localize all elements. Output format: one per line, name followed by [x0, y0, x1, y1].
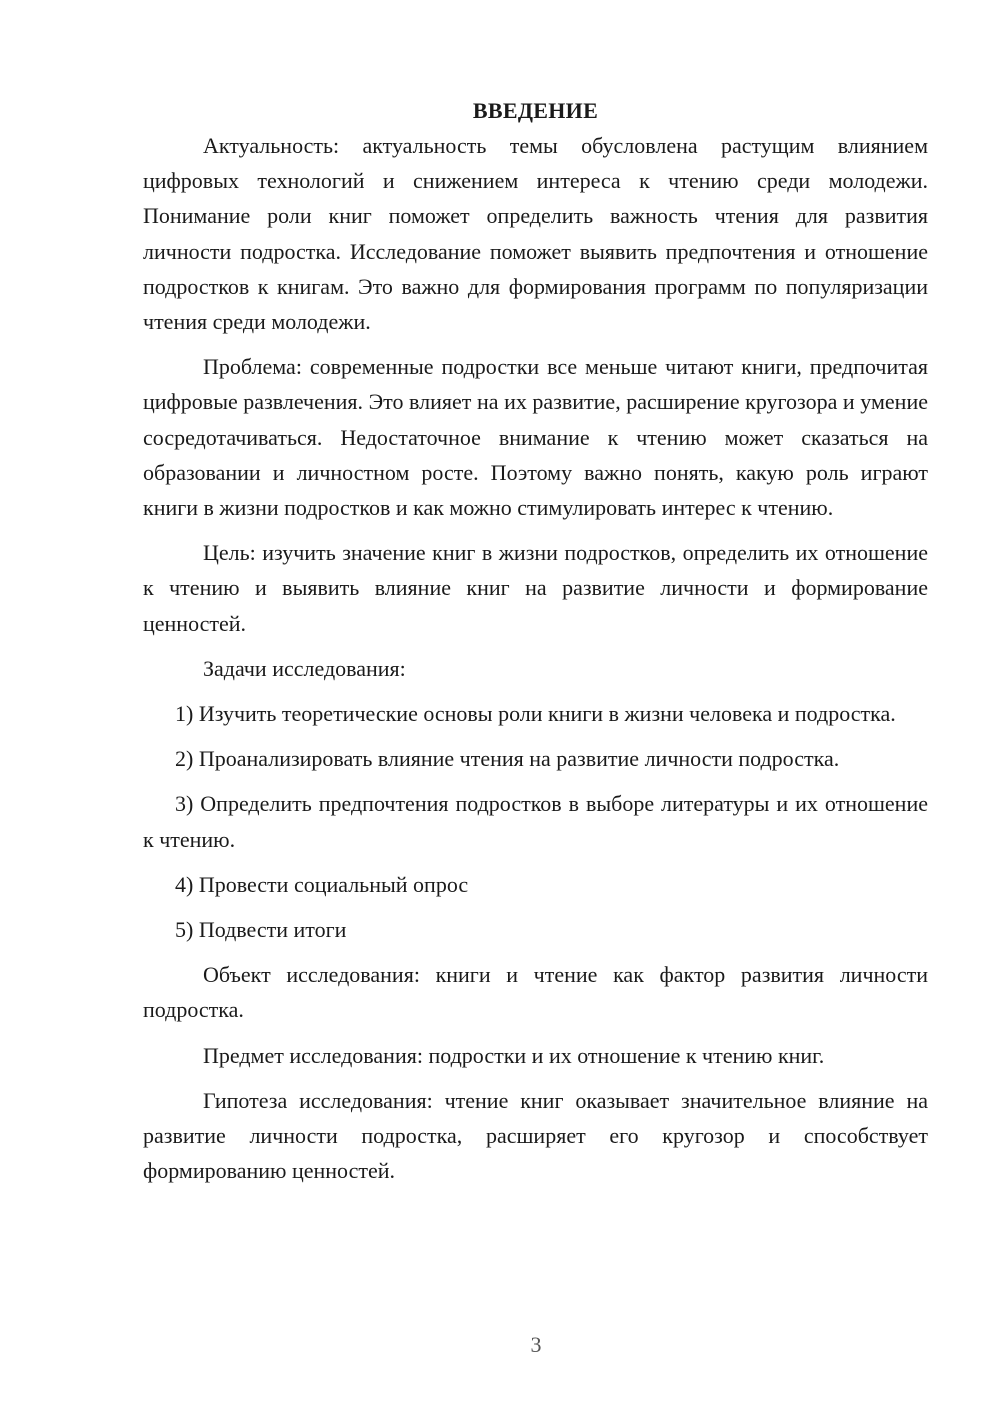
task-item-5: 5) Подвести итоги [175, 917, 347, 943]
document-page [143, 93, 928, 1198]
subject-paragraph: Предмет исследования: подростки и их отношение к чтению книг. [203, 1042, 825, 1068]
problem-paragraph: Проблема: современные подростки все меньше читают книги, предпочитая цифровые развлечения. Это влияет на их развитие, расширение кругозора и умение сосредотачиваться. Недостаточное внимание к чтению может сказаться на образовании и личностном росте. Поэтому важно понять, какую роль играют книги в жизни подростков и как можно стимулировать интерес к чтению. [143, 354, 928, 521]
task-item-3: 3) Определить предпочтения подростков в выборе литературы и их отношение к чтению. [143, 791, 928, 852]
goal-paragraph: Цель: изучить значение книг в жизни подростков, определить их отношение к чтению и выявить влияние книг на развитие личности и формирование ценностей. [143, 540, 928, 636]
page-title: ВВЕДЕНИЕ [472, 98, 599, 123]
tasks-heading: Задачи исследования: [203, 655, 406, 681]
page-number: 3 [530, 1332, 542, 1357]
task-item-2: 2) Проанализировать влияние чтения на развитие личности подростка. [175, 746, 840, 772]
hypothesis-paragraph: Гипотеза исследования: чтение книг оказывает значительное влияние на развитие личности подростка, расширяет его кругозор и способствует формированию ценностей. [143, 1087, 928, 1184]
task-item-4: 4) Провести социальный опрос [175, 871, 469, 897]
task-item-1: 1) Изучить теоретические основы роли книги в жизни человека и подростка. [175, 701, 896, 727]
relevance-paragraph: Актуальность: актуальность темы обусловлена растущим влиянием цифровых технологий и снижением интереса к чтению среди молодежи. Понимание роли книг поможет определить важность чтения для развития личности подростка. Исследование поможет выявить предпочтения и отношение подростков к книгам. Это важно для формирования программ по популяризации чтения среди молодежи. [143, 133, 928, 335]
object-paragraph: Объект исследования: книги и чтение как фактор развития личности подростка. [143, 962, 928, 1023]
